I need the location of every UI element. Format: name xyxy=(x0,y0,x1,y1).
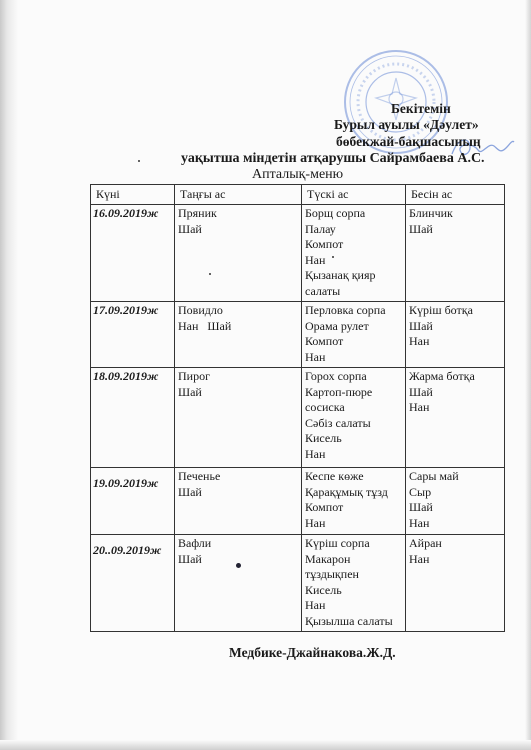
menu-item: Нан xyxy=(409,551,430,566)
menu-item: Айран xyxy=(409,536,442,550)
table-row xyxy=(91,535,505,632)
menu-item: Күріш сорпа xyxy=(305,536,370,550)
lunch-cell xyxy=(302,535,406,632)
scan-edge-shadow xyxy=(0,0,18,750)
menu-item: Нан xyxy=(305,349,326,364)
date-cell: 17.09.2019ж xyxy=(91,302,175,368)
menu-item: тұздықпен xyxy=(305,567,359,581)
table-row xyxy=(91,205,505,302)
menu-item: Нан xyxy=(305,252,326,267)
menu-item: Нан xyxy=(409,400,430,414)
menu-item: Горох сорпа xyxy=(305,369,367,383)
date-cell: 18.09.2019ж xyxy=(91,368,175,468)
snack-cell xyxy=(406,302,505,368)
snack-cell xyxy=(406,535,505,632)
approval-head-line: уақытша міндетін атқарушы Сайрамбаева А.С. xyxy=(181,151,485,166)
menu-item: Компот xyxy=(305,237,344,251)
menu-item: Нан xyxy=(305,598,326,612)
menu-item: Нан xyxy=(409,334,430,348)
menu-item: Борщ сорпа xyxy=(305,206,366,220)
scan-edge-shadow-bottom xyxy=(0,740,531,750)
menu-item: Шай xyxy=(178,221,202,236)
menu-item: Блинчик xyxy=(409,206,453,220)
scan-speck xyxy=(236,563,241,568)
menu-item: Печенье xyxy=(178,469,221,483)
approval-organization-line-1: Бурыл ауылы «Дәулет» xyxy=(334,117,479,132)
menu-item: Шай xyxy=(409,384,433,399)
approval-title: Бекітемін xyxy=(391,101,451,116)
breakfast-cell xyxy=(175,205,302,302)
menu-item: Картоп-пюре xyxy=(305,384,373,399)
menu-item: Сары май xyxy=(409,469,459,483)
menu-item: Перловка сорпа xyxy=(305,303,386,317)
date-cell: 19.09.2019ж xyxy=(91,468,175,535)
menu-item: Кисель xyxy=(305,582,342,597)
menu-item: Компот xyxy=(305,500,344,514)
menu-item: Нан xyxy=(305,446,326,461)
table-row xyxy=(91,368,505,468)
menu-item: Шай xyxy=(409,318,433,333)
weekly-menu-table xyxy=(90,184,505,632)
lunch-cell xyxy=(302,368,406,468)
lunch-cell xyxy=(302,302,406,368)
menu-item: Макарон xyxy=(305,551,351,566)
menu-item: Сәбіз салаты xyxy=(305,415,371,430)
menu-item: Кеспе көже xyxy=(305,469,364,483)
menu-item: Сыр xyxy=(409,484,432,499)
header-breakfast: Таңғы ас xyxy=(175,185,302,205)
breakfast-cell xyxy=(175,535,302,632)
scan-edge-shadow-right xyxy=(525,0,531,750)
menu-item: Повидло xyxy=(178,303,223,317)
header-snack: Бесін ас xyxy=(406,185,505,205)
breakfast-cell xyxy=(175,368,302,468)
breakfast-cell xyxy=(175,302,302,368)
date-cell: 16.09.2019ж xyxy=(91,205,175,302)
menu-item: Қызанақ қияр xyxy=(305,268,376,282)
approval-organization-line-2: бөбекжай-бақшасының xyxy=(336,134,481,149)
menu-item: Нан Шай xyxy=(178,318,232,333)
menu-item: Шай xyxy=(178,384,202,399)
lunch-cell xyxy=(302,468,406,535)
menu-item: салаты xyxy=(305,283,341,298)
header-date: Күні xyxy=(91,185,175,205)
menu-item: Шай xyxy=(178,551,202,566)
snack-cell xyxy=(406,368,505,468)
breakfast-cell xyxy=(175,468,302,535)
snack-cell xyxy=(406,205,505,302)
menu-item: Пирог xyxy=(178,369,211,383)
menu-item: Пряник xyxy=(178,206,217,220)
scan-speck xyxy=(138,160,140,162)
table-row xyxy=(91,302,505,368)
menu-item: сосиска xyxy=(305,400,345,414)
lunch-cell xyxy=(302,205,406,302)
snack-cell xyxy=(406,468,505,535)
scan-speck xyxy=(332,256,334,258)
table-header-row xyxy=(91,185,505,205)
menu-item: Жарма ботқа xyxy=(409,369,475,383)
menu-item: Вафли xyxy=(178,536,212,550)
menu-item: Қарақұмық тұзд xyxy=(305,484,388,499)
menu-item: Күріш ботқа xyxy=(409,303,473,317)
menu-title: Апталық-меню xyxy=(252,167,344,182)
scan-speck xyxy=(209,273,211,275)
menu-item: Қызылша салаты xyxy=(305,613,393,628)
menu-item: Шай xyxy=(178,484,202,499)
menu-item: Шай xyxy=(409,500,433,514)
menu-item: Палау xyxy=(305,221,336,236)
menu-item: Нан xyxy=(305,515,326,530)
date-cell: 20..09.2019ж xyxy=(91,535,175,632)
menu-item: Кисель xyxy=(305,431,342,445)
menu-item: Компот xyxy=(305,334,344,348)
nurse-signoff: Медбике-Джайнакова.Ж.Д. xyxy=(229,645,396,660)
menu-item: Орама рулет xyxy=(305,318,369,333)
menu-item: Нан xyxy=(409,515,430,530)
menu-item: Шай xyxy=(409,221,433,236)
table-row xyxy=(91,468,505,535)
header-lunch: Түскі ас xyxy=(302,185,406,205)
